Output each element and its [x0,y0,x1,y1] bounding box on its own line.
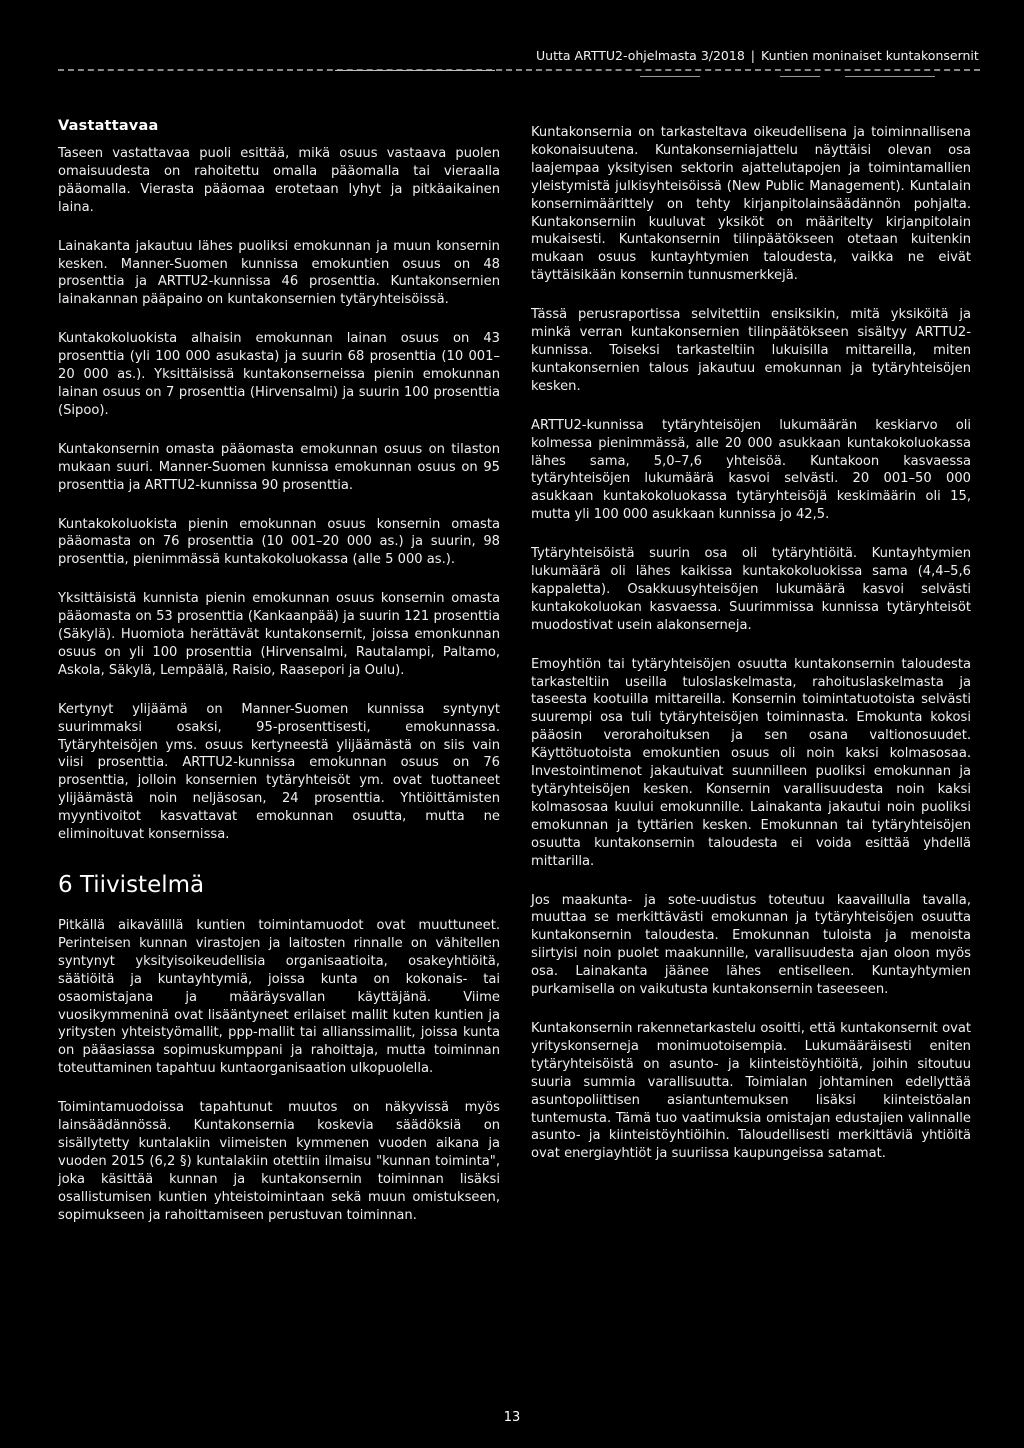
paragraph: Taseen vastattavaa puoli esittää, mikä osuus vastaava puolen omaisuudesta on rahoitettu omalla pääomalla tai vieraalla pääomalla. Vierasta pääomaa erotetaan lyhyt ja pitkäaikainen laina. [58,146,500,215]
paragraph: Kuntakonsernin omasta pääomasta emokunnan osuus on tilaston mukaan suuri. Manner-Suomen kunnissa emokunnan osuus on 95 prosenttia ja ARTTU2-kunnissa 90 prosenttia. [58,441,500,493]
paragraph: ARTTU2-kunnissa tytäryhteisöjen lukumäärän keskiarvo oli kolmessa pienimmässä, alle 20 000 asukkaan kuntakokoluokassa lähes sama, 5,0–7,6 yhteisöä. Kuntakoon kasvaessa tytäryhteisöjen lukumäärä kasvoi selvästi. 20 001–50 000 asukkaan kuntakokoluokassa tytäryhteisöjä keskimäärin oli 15, mutta yli 100 000 asukkaan kunnissa jo 42,5. [531,417,971,523]
header-rule-segment [335,70,495,71]
paragraph: Kertynyt ylijäämä on Manner-Suomen kunnissa syntynyt suurimmaksi osaksi, 95-prosenttisesti, emokunnassa. Tytäryhteisöjen yms. osuus kertyneestä ylijäämästä on siis vain viisi prosenttia. ARTTU2-kunnissa emokunnan osuus on 76 prosenttia, jolloin konsernien tytäryhteisöt ym. ovat tuottaneet ylijäämästä noin neljäsosan, 24 prosenttia. Yhtiöittämisten myyntivoitot kasvattavat emokunnan osuutta, mutta ne eliminoituvat konsernissa. [58,701,500,843]
paragraph: Kuntakonsernia on tarkasteltava oikeudellisena ja toiminnallisena kokonaisuutena. Kuntakonserniajattelu näyttäisi olevan osa laajempaa yksityisen sektorin ajattelutapojen ja toimintamallien yleistymistä julkisyhteisöissä (New Public Management). Kuntalain konsernimäärittely on tehty kirjanpitolainsäädännön pohjalta. Kuntakonserniin kuuluvat yksiköt on määritelty kirjanpitolain mukaisesti. Kuntakonsernin tilinpäätökseen otetaan kuitenkin mukaan osuus kuntayhtymien taloudesta, vaikka ne eivät täyttäisikään konsernin tunnusmerkkejä. [531,125,971,284]
right-column [531,124,971,1184]
paragraph: Tässä perusraportissa selvitettiin ensiksikin, mitä yksiköitä ja minkä verran kuntakonsernien tilinpäätökseen sisältyy ARTTU2-kunnissa. Toiseksi tarkasteltiin lukuisilla mittareilla, miten kuntakonsernien talous jakautuu emokunnan ja tytäryhteisöjen kesken. [531,307,971,394]
paragraph: Jos maakunta- ja sote-uudistus toteutuu kaavaillulla tavalla, muuttaa se merkittävästi emokunnan ja tytäryhteisöjen osuutta kuntakonsernin taloudesta. Emokunnan tuloista ja menoista siirtyisi noin puolet maakunnille, varallisuudesta ajan oloon myös osa. Lainakanta jäänee lähes entiselleen. Kuntayhtymien purkamisella on vaikutusta kuntakonsernin taseeseen. [531,892,971,998]
running-header [536,48,980,63]
paragraph: Tytäryhteisöistä suurin osa oli tytäryhtiöitä. Kuntayhtymien lukumäärä oli lähes kaikissa kuntakokoluokissa sama (4,4–5,6 kappaletta). Osakkuusyhteisöjen lukumäärä kasvoi selvästi kuntakokoluokan kasvaessa. Suurimmissa kunnissa tytäryhteisöt muodostivat usein alakonserneja. [531,546,971,633]
paragraph: Pitkällä aikavälillä kuntien toimintamuodot ovat muuttuneet. Perinteisen kunnan virastojen ja laitosten rinnalle on vähitellen syntynyt yksityisoikeudellisia organisaatioita, osakeyhtiöitä, säätiöitä ja kuntayhtymiä, joissa kunta on kokonais- tai osaomistajana ja määräysvallan käyttäjänä. Viime vuosikymmeninä ovat lisääntyneet erilaiset mallit kuten kuntien ja yritysten yhteistyömallit, ppp-mallit tai allianssimallit, joissa kunta on pääasiassa sopimuskumppani ja rahoittaja, mutta toiminnan toteuttaminen tapahtuu kuntaorganisaation ulkopuolella. [58,918,500,1077]
subheading-vastattavaa: Vastattavaa [58,118,159,134]
publication-title: Kuntien moninaiset kuntakonsernit [761,48,979,63]
left-column [58,118,500,1246]
section-heading: 6 Tiivistelmä [58,872,205,898]
header-separator: | [750,48,756,63]
paragraph: Yksittäisistä kunnista pienin emokunnan osuus konsernin omasta pääomasta on 53 prosenttia (Kankaanpää) ja suurin 121 prosenttia (Säkylä). Huomiota herättävät kuntakonsernit, joissa emonkunnan osuus on yli 100 prosenttia (Hirvensalmi, Rautalampi, Paltamo, Askola, Säkylä, Lempäälä, Raisio, Raasepori ja Oulu). [58,591,500,678]
paragraph: Kuntakokoluokista alhaisin emokunnan lainan osuus on 43 prosenttia (yli 100 000 asukasta) ja suurin 68 prosenttia (10 001–20 000 as.). Yksittäisissä kuntakonserneissa pienin emokunnan lainan osuus on 7 prosenttia (Hirvensalmi) ja suurin 100 prosenttia (Sipoo). [58,331,500,418]
paragraph: Kuntakonsernin rakennetarkastelu osoitti, että kuntakonsernit ovat yrityskonserneja monimuotoisempia. Lukumääräisesti eniten tytäryhteisöistä on asunto- ja kiinteistöyhtiöitä, joihin sitoutuu suuria summia varallisuutta. Toimialan johtaminen edellyttää asuntopoliittisen asiantuntemuksen lisäksi kiinteistöalan tuntemusta. Tämä tuo vaatimuksia omistajan edustajien valinnalle asunto- ja kiinteistöyhtiöihin. Taloudellisesti merkittäviä yhtiöitä ovat energiayhtiöt ja suuriissa kaupungeissa satamat. [531,1020,971,1162]
header-rule-mark [640,76,700,77]
paragraph: Lainakanta jakautuu lähes puoliksi emokunnan ja muun konsernin kesken. Manner-Suomen kunnissa emokuntien osuus on 48 prosenttia ja ARTTU2-kunnissa 46 prosenttia. Kuntakonsernien lainakannan pääpaino on kuntakonsernien tytäryhteisöissä. [58,238,500,308]
header-rule-mark [780,76,820,77]
paragraph: Kuntakokoluokista pienin emokunnan osuus konsernin omasta pääomasta on 76 prosenttia (10 001–20 000 as.) ja suurin, 98 prosenttia, pienimmässä kuntakokoluokassa (alle 5 000 as.). [58,516,500,568]
header-rule [58,69,980,71]
page-number: 13 [503,1410,521,1425]
header-rule-mark [845,76,935,77]
paragraph: Emoyhtiön tai tytäryhteisöjen osuutta kuntakonsernin taloudesta tarkasteltiin useilla tuloslaskelmasta, rahoituslaskelmasta ja taseesta kootuilla mittareilla. Konsernin toimintatuotoista selvästi suurempi osa tuli tytäryhteisöjen toiminnasta. Emokunta kokosi pääosin verorahoituksen ja sen osana valtionosuudet. Käyttötuotoista emokuntien osuus oli noin kaksi kolmasosaa. Investointimenot jakautuivat suunnilleen puoliksi emokunnan ja tytäryhteisöjen kesken. Konsernin varallisuudesta noin kaksi kolmasosaa kuului emokunnille. Lainakanta jakautui noin puoliksi emokunnan ja tyttärien kesken. Emokunnan tai tytäryhteisöjen osuutta kuntakonsernin taloudesta ei voida esittää yhdellä mittarilla. [531,656,971,869]
paragraph: Toimintamuodoissa tapahtunut muutos on näkyvissä myös lainsäädännössä. Kuntakonsernia koskevia säädöksiä on sisällytetty kuntalakiin viimeisten kymmenen vuoden aikana ja vuoden 2015 (6,2 §) kuntalakiin otettiin ilmaisu "kunnan toiminta", joka käsittää kunnan ja kuntakonsernin toiminnan lisäksi osallistumisen kuntien yhteistoimintaan sekä muun omistukseen, sopimukseen ja rahoittamiseen perustuvan toiminnan. [58,1100,500,1223]
publication-name: Uutta ARTTU2-ohjelmasta 3/2018 [536,48,745,63]
